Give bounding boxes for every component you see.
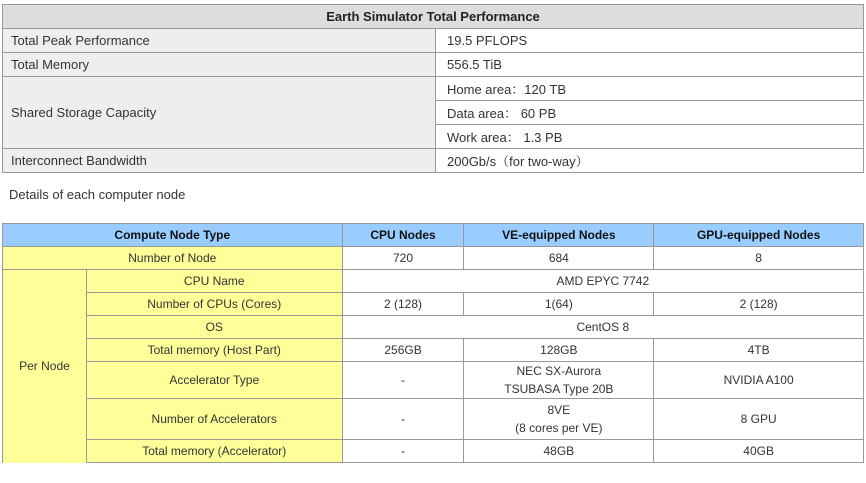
table-row — [3, 399, 864, 440]
table-row — [3, 362, 864, 399]
cell-line: NEC SX-Aurora — [516, 364, 602, 378]
row-label: Total Peak Performance — [3, 29, 436, 53]
table-row — [3, 29, 864, 53]
cell: NVIDIA A100 — [654, 362, 864, 399]
cell: 8 — [654, 247, 864, 270]
cell: 40GB — [654, 440, 864, 463]
node-details-caption: Details of each computer node — [9, 187, 186, 202]
cell: - — [342, 440, 464, 463]
row-label: Shared Storage Capacity — [3, 77, 436, 149]
column-header: CPU Nodes — [342, 224, 464, 247]
row-label: Number of Accelerators — [86, 399, 342, 440]
cell: 128GB — [464, 339, 654, 362]
row-label: Accelerator Type — [86, 362, 342, 399]
total-performance-table — [2, 4, 864, 173]
row-label: Number of Node — [3, 247, 343, 270]
row-label: Interconnect Bandwidth — [3, 149, 436, 173]
table-row — [3, 339, 864, 362]
cell-line: TSUBASA Type 20B — [504, 382, 614, 396]
table-row — [3, 77, 864, 101]
cell: AMD EPYC 7742 — [342, 270, 863, 293]
cell: 48GB — [464, 440, 654, 463]
cell: 256GB — [342, 339, 464, 362]
compute-node-table — [2, 223, 864, 463]
column-header: VE-equipped Nodes — [464, 224, 654, 247]
total-performance-title: Earth Simulator Total Performance — [3, 5, 864, 29]
table-row — [3, 53, 864, 77]
table-row — [3, 270, 864, 293]
row-value: 556.5 TiB — [436, 53, 864, 77]
cell: 720 — [342, 247, 464, 270]
cell-line: (8 cores per VE) — [515, 421, 603, 435]
table-row — [3, 247, 864, 270]
table-row — [3, 293, 864, 316]
row-label: OS — [86, 316, 342, 339]
cell: - — [342, 399, 464, 440]
row-label: Total memory (Host Part) — [86, 339, 342, 362]
cell: 8 GPU — [654, 399, 864, 440]
per-node-label: Per Node — [3, 270, 87, 463]
row-label: Number of CPUs (Cores) — [86, 293, 342, 316]
row-value: Home area：120 TB — [436, 77, 864, 101]
row-value: 19.5 PFLOPS — [436, 29, 864, 53]
row-label: CPU Name — [86, 270, 342, 293]
table-row — [3, 440, 864, 463]
row-value: Data area： 60 PB — [436, 101, 864, 125]
cell: 684 — [464, 247, 654, 270]
cell: 2 (128) — [654, 293, 864, 316]
column-header: GPU-equipped Nodes — [654, 224, 864, 247]
row-label: Total memory (Accelerator) — [86, 440, 342, 463]
table-row — [3, 316, 864, 339]
cell: CentOS 8 — [342, 316, 863, 339]
row-label: Total Memory — [3, 53, 436, 77]
column-header: Compute Node Type — [3, 224, 343, 247]
cell: 1(64) — [464, 293, 654, 316]
cell: 2 (128) — [342, 293, 464, 316]
row-value: 200Gb/s（for two-way） — [436, 149, 864, 173]
table-header-row — [3, 224, 864, 247]
row-value: Work area： 1.3 PB — [436, 125, 864, 149]
cell — [464, 362, 654, 399]
cell: 4TB — [654, 339, 864, 362]
cell: - — [342, 362, 464, 399]
cell-line: 8VE — [547, 403, 571, 417]
table-row — [3, 149, 864, 173]
cell — [464, 399, 654, 440]
